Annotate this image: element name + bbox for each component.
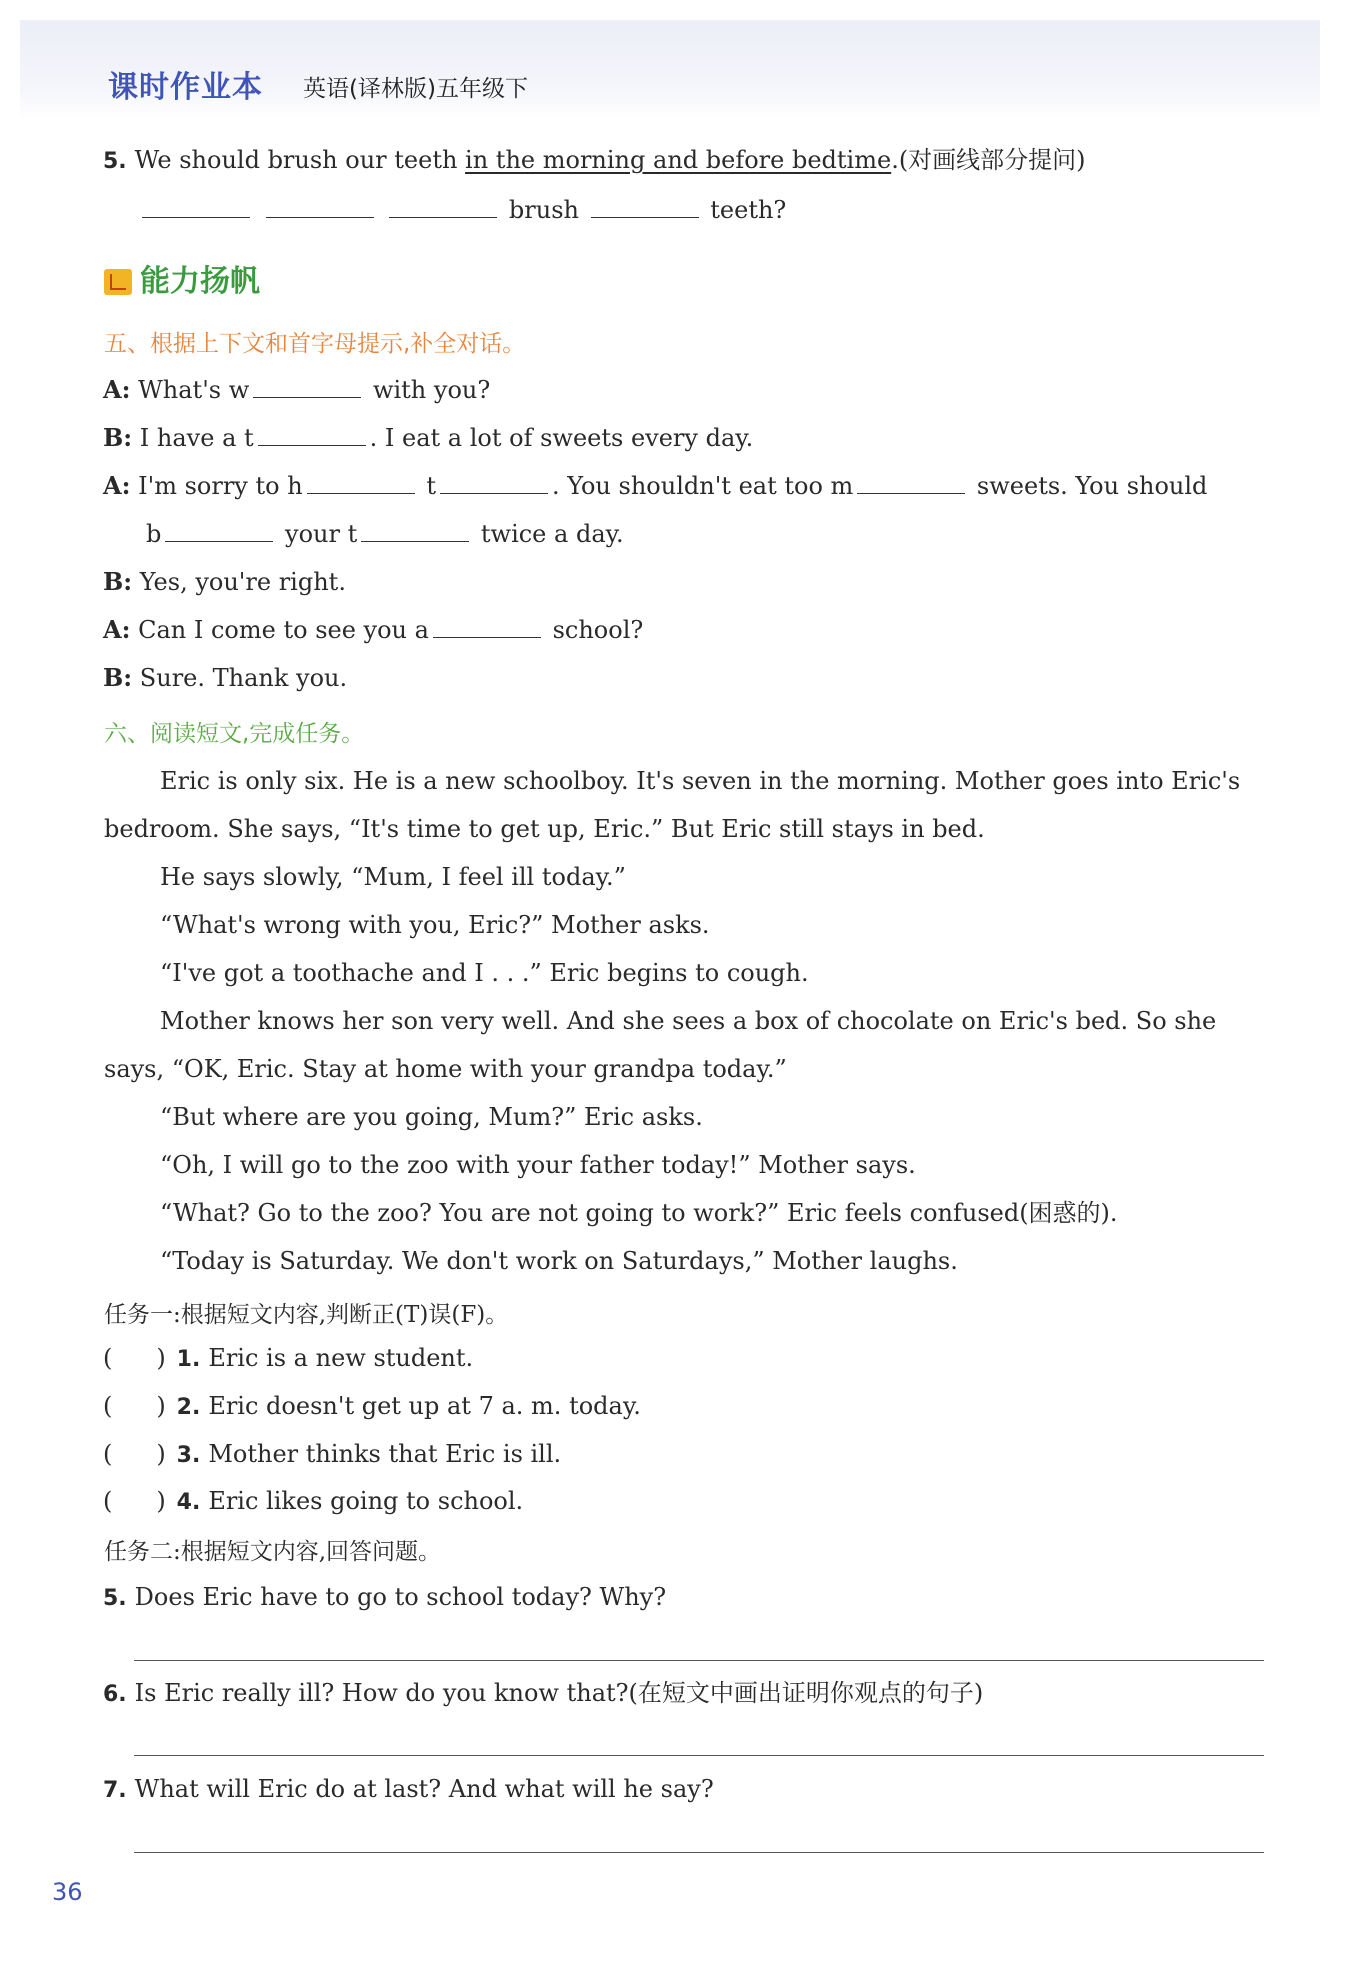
question-item xyxy=(103,1678,983,1710)
answer-line[interactable] xyxy=(134,1660,1264,1661)
tf-item xyxy=(103,1391,641,1423)
passage-paragraph: “But where are you going, Mum?” Eric asks. xyxy=(160,1103,703,1131)
passage-paragraph: He says slowly, “Mum, I feel ill today.” xyxy=(160,863,626,891)
question-5-answer-line xyxy=(138,195,786,225)
answer-paren[interactable]: ( ) xyxy=(103,1392,166,1420)
dialogue-text: sweets. You should xyxy=(976,472,1208,500)
answer-paren[interactable]: ( ) xyxy=(103,1487,166,1515)
tf-item xyxy=(103,1486,523,1518)
item-text: Eric doesn't get up at 7 a. m. today. xyxy=(208,1392,641,1420)
dialogue-text: I'm sorry to h xyxy=(138,472,303,500)
answer-blank[interactable] xyxy=(591,195,699,218)
dialogue-text: school? xyxy=(552,616,644,644)
answer-word: brush xyxy=(508,196,579,224)
tf-item xyxy=(103,1439,561,1471)
answer-paren[interactable]: ( ) xyxy=(103,1440,166,1468)
item-text: Eric is a new student. xyxy=(208,1344,474,1372)
speaker-label: B: xyxy=(103,663,133,692)
dialogue-text: twice a day. xyxy=(480,520,624,548)
dialogue-text: I have a t xyxy=(139,424,254,452)
dialogue-text: your t xyxy=(285,520,358,548)
section-flag-icon xyxy=(104,269,132,295)
speaker-label: A: xyxy=(103,375,131,404)
answer-blank[interactable] xyxy=(389,195,497,218)
brand-title: 课时作业本 xyxy=(108,70,263,105)
dialogue-text: . You shouldn't eat too m xyxy=(551,472,854,500)
page-number: 36 xyxy=(52,1878,83,1906)
passage-paragraph: “I've got a toothache and I . . .” Eric begins to cough. xyxy=(160,959,809,987)
question-item xyxy=(103,1774,714,1806)
dialogue-line-4 xyxy=(103,567,346,597)
task-2-title: 任务二:根据短文内容,回答问题。 xyxy=(104,1539,442,1565)
dialogue-text: with you? xyxy=(372,376,491,404)
answer-blank[interactable] xyxy=(266,195,374,218)
dialogue-line-6 xyxy=(103,663,347,693)
question-5-rewrite xyxy=(103,145,1086,177)
answer-blank[interactable] xyxy=(258,423,366,446)
part-5-title: 五、根据上下文和首字母提示,补全对话。 xyxy=(104,331,526,357)
passage-paragraph: “What? Go to the zoo? You are not going to work?” Eric feels confused(困惑的). xyxy=(160,1199,1118,1227)
dialogue-line-1 xyxy=(103,375,490,405)
answer-blank[interactable] xyxy=(165,519,273,542)
item-number: 5. xyxy=(103,1586,127,1611)
task-1-title: 任务一:根据短文内容,判断正(T)误(F)。 xyxy=(104,1302,509,1328)
answer-word: teeth? xyxy=(710,196,787,224)
dialogue-line-5 xyxy=(103,615,643,645)
dialogue-text: Sure. Thank you. xyxy=(139,664,348,692)
dialogue-text: b xyxy=(146,520,162,548)
part-6-title: 六、阅读短文,完成任务。 xyxy=(104,721,365,747)
tf-item xyxy=(103,1343,473,1375)
passage xyxy=(104,757,1264,1285)
passage-paragraph: “Today is Saturday. We don't work on Saturdays,” Mother laughs. xyxy=(160,1247,958,1275)
speaker-label: B: xyxy=(103,567,133,596)
underlined-phrase: in the morning and before bedtime xyxy=(465,146,892,174)
answer-line[interactable] xyxy=(134,1852,1264,1853)
dialogue-text: Yes, you're right. xyxy=(139,568,346,596)
item-number: 7. xyxy=(103,1778,127,1803)
item-number: 6. xyxy=(103,1682,127,1707)
question-instruction: .(对画线部分提问) xyxy=(891,146,1086,174)
section-title-text: 能力扬帆 xyxy=(140,264,260,299)
item-text: Does Eric have to go to school today? Why? xyxy=(134,1583,667,1611)
item-text: Mother thinks that Eric is ill. xyxy=(208,1440,562,1468)
speaker-label: A: xyxy=(103,471,131,500)
answer-blank[interactable] xyxy=(142,195,250,218)
answer-blank[interactable] xyxy=(440,471,548,494)
item-text: Eric likes going to school. xyxy=(208,1487,524,1515)
item-number: 1. xyxy=(176,1347,201,1372)
item-number: 3. xyxy=(176,1443,201,1468)
speaker-label: B: xyxy=(103,423,133,452)
answer-blank[interactable] xyxy=(857,471,965,494)
item-text: Is Eric really ill? How do you know that?(在短文中画出证明你观点的句子) xyxy=(134,1679,984,1707)
dialogue-text: What's w xyxy=(138,376,250,404)
book-subtitle: 英语(译林版)五年级下 xyxy=(303,76,528,102)
answer-paren[interactable]: ( ) xyxy=(103,1344,166,1372)
item-number: 2. xyxy=(176,1395,201,1420)
answer-blank[interactable] xyxy=(433,615,541,638)
dialogue-line-3 xyxy=(103,471,1207,501)
dialogue-text: . I eat a lot of sweets every day. xyxy=(369,424,754,452)
answer-blank[interactable] xyxy=(361,519,469,542)
dialogue-text: t xyxy=(426,472,436,500)
item-text: What will Eric do at last? And what will he say? xyxy=(134,1775,714,1803)
dialogue-line-3-cont xyxy=(146,519,624,549)
answer-blank[interactable] xyxy=(307,471,415,494)
dialogue-text: Can I come to see you a xyxy=(138,616,429,644)
question-text: We should brush our teeth xyxy=(134,146,466,174)
question-item xyxy=(103,1582,666,1614)
answer-blank[interactable] xyxy=(253,375,361,398)
dialogue-line-2 xyxy=(103,423,753,453)
passage-paragraph: Mother knows her son very well. And she sees a box of chocolate on Eric's bed. So she says, “OK, Eric. Stay at home with your grandpa today.” xyxy=(104,1007,1217,1083)
section-title xyxy=(104,256,260,300)
item-number: 4. xyxy=(176,1490,201,1515)
passage-paragraph: “What's wrong with you, Eric?” Mother asks. xyxy=(160,911,710,939)
question-number: 5. xyxy=(103,149,127,174)
passage-paragraph: Eric is only six. He is a new schoolboy. It's seven in the morning. Mother goes into Eric's bedroom. She says, “It's time to get up, Eric.” But Eric still stays in bed. xyxy=(104,767,1241,843)
speaker-label: A: xyxy=(103,615,131,644)
answer-line[interactable] xyxy=(134,1755,1264,1756)
passage-paragraph: “Oh, I will go to the zoo with your father today!” Mother says. xyxy=(160,1151,916,1179)
